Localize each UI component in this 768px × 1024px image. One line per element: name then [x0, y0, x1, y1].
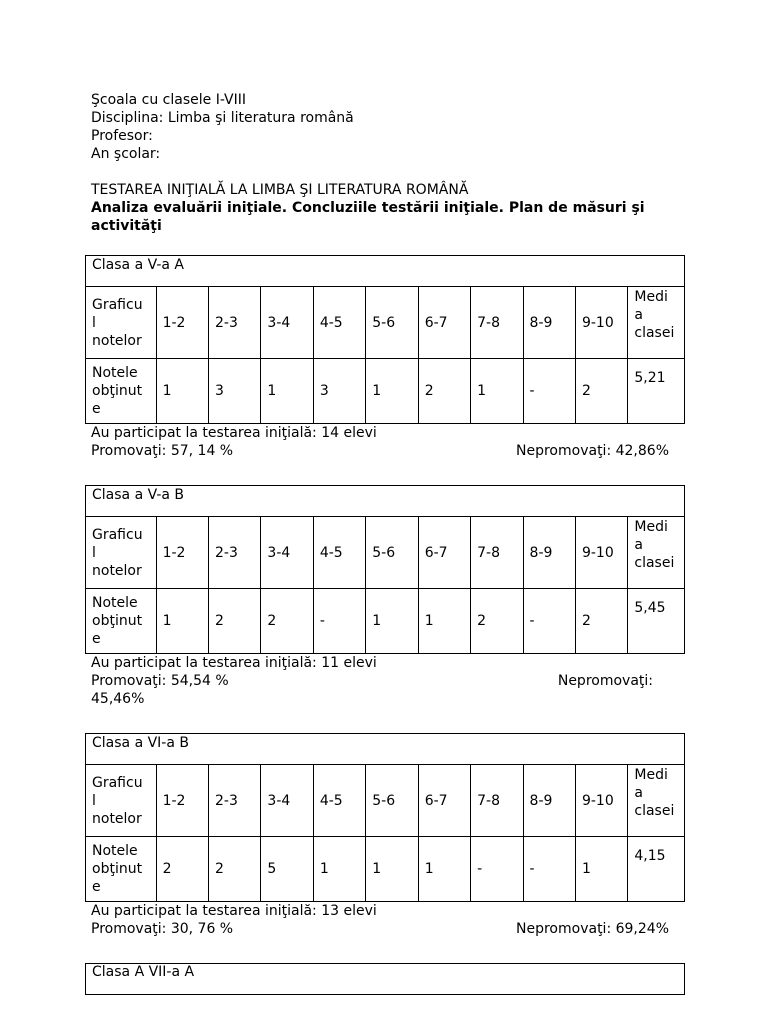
grade-count-cell: -	[523, 359, 575, 424]
promoted-text: Promovaţi: 54,54 %	[91, 673, 229, 689]
grade-range-header: 3-4	[261, 765, 313, 837]
label-line: notelor	[92, 810, 142, 827]
promotion-line	[91, 920, 685, 938]
grade-count-cell: 1	[156, 589, 208, 654]
grade-count-cell: 2	[575, 359, 627, 424]
grade-range-header: 2-3	[209, 765, 261, 837]
label-line: Graficu	[92, 296, 143, 313]
class-block	[85, 485, 685, 708]
grade-range-header: 2-3	[209, 517, 261, 589]
label-line: l	[92, 314, 96, 331]
grade-count-cell: 3	[313, 359, 365, 424]
grade-range-header: 6-7	[418, 287, 470, 359]
grade-range-header: 1-2	[156, 765, 208, 837]
discipline-line: Disciplina: Limba şi literatura română	[91, 110, 354, 126]
class-mean-value: 4,15	[628, 837, 685, 902]
grade-range-header: 4-5	[313, 517, 365, 589]
grades-table	[85, 255, 685, 424]
promotion-line	[91, 672, 685, 690]
grade-range-header: 9-10	[575, 765, 627, 837]
grade-count-cell: 2	[209, 589, 261, 654]
grade-range-header: 7-8	[471, 287, 523, 359]
results-summary	[85, 424, 685, 460]
grade-range-header: 6-7	[418, 517, 470, 589]
participants-line: Au participat la testarea iniţială: 11 elevi	[91, 655, 377, 671]
grade-range-header: 3-4	[261, 517, 313, 589]
grade-range-header: 6-7	[418, 765, 470, 837]
label-line: clasei	[634, 555, 675, 571]
label-line: Medi	[634, 519, 668, 535]
grade-range-header: 1-2	[156, 517, 208, 589]
class-caption: Clasa a V-a A	[86, 256, 685, 287]
grade-count-cell: -	[523, 837, 575, 902]
participants-line: Au participat la testarea iniţială: 13 elevi	[91, 903, 377, 919]
label-line: Medi	[634, 289, 668, 305]
class-block	[85, 733, 685, 938]
class-mean-value: 5,21	[628, 359, 685, 424]
grade-range-header: 8-9	[523, 765, 575, 837]
document-header	[91, 91, 354, 163]
grade-count-cell: -	[523, 589, 575, 654]
grade-range-header: 3-4	[261, 287, 313, 359]
grade-count-cell: 1	[366, 359, 418, 424]
row-label-grading	[86, 287, 157, 359]
label-line: obţinut	[92, 383, 143, 399]
label-line: e	[92, 401, 101, 417]
label-line: l	[92, 792, 96, 809]
grade-count-cell: -	[313, 589, 365, 654]
not-promoted-value: 45,46%	[91, 691, 145, 707]
not-promoted-text: Nepromovaţi: 42,86%	[516, 443, 669, 459]
title-main: TESTAREA INIŢIALĂ LA LIMBA ŞI LITERATURA ROMÂNĂ	[91, 182, 469, 198]
class-caption: Clasa a VI-a B	[86, 734, 685, 765]
teacher-line: Profesor:	[91, 128, 153, 144]
label-line: obţinut	[92, 613, 143, 629]
class-mean-header	[628, 765, 685, 837]
grades-table	[85, 485, 685, 654]
row-label-grading	[86, 765, 157, 837]
label-line: Notele	[92, 365, 138, 381]
grade-range-header: 8-9	[523, 517, 575, 589]
grade-count-cell: 1	[418, 837, 470, 902]
grade-count-cell: 1	[575, 837, 627, 902]
grade-count-cell: 1	[313, 837, 365, 902]
label-line: a	[634, 537, 643, 553]
school-name: Şcoala cu clasele I-VIII	[91, 92, 247, 108]
not-promoted-text: Nepromovaţi:	[557, 673, 653, 689]
label-line: Graficu	[92, 526, 143, 543]
label-line: Medi	[634, 767, 668, 783]
row-label-grading	[86, 517, 157, 589]
grade-range-header: 7-8	[471, 517, 523, 589]
promotion-line	[91, 442, 685, 460]
grade-count-cell: 2	[418, 359, 470, 424]
promoted-text: Promovaţi: 57, 14 %	[91, 443, 234, 459]
grade-count-cell: 1	[471, 359, 523, 424]
row-label-grades-obtained	[86, 589, 157, 654]
grade-count-cell: 1	[261, 359, 313, 424]
row-label-grades-obtained	[86, 837, 157, 902]
class-mean-value: 5,45	[628, 589, 685, 654]
participants-line: Au participat la testarea iniţială: 14 elevi	[91, 425, 377, 441]
grade-range-header: 9-10	[575, 517, 627, 589]
title-sub: Analiza evaluării iniţiale. Concluziile testării iniţiale. Plan de măsuri şi activităţi	[91, 200, 645, 234]
grade-count-cell: 3	[209, 359, 261, 424]
grade-count-cell: 2	[471, 589, 523, 654]
results-summary	[85, 902, 685, 938]
grade-count-cell: -	[471, 837, 523, 902]
grade-range-header: 7-8	[471, 765, 523, 837]
grade-count-cell: 1	[418, 589, 470, 654]
label-line: Notele	[92, 843, 138, 859]
results-summary	[85, 654, 685, 708]
grade-count-cell: 1	[156, 359, 208, 424]
document-title	[91, 181, 691, 235]
grade-count-cell: 2	[156, 837, 208, 902]
grade-count-cell: 1	[366, 837, 418, 902]
grade-range-header: 2-3	[209, 287, 261, 359]
row-label-grades-obtained	[86, 359, 157, 424]
label-line: clasei	[634, 803, 675, 819]
grade-range-header: 9-10	[575, 287, 627, 359]
promoted-text: Promovaţi: 30, 76 %	[91, 921, 234, 937]
grade-count-cell: 2	[261, 589, 313, 654]
not-promoted-text: Nepromovaţi: 69,24%	[516, 921, 669, 937]
school-year-line: An şcolar:	[91, 146, 161, 162]
grade-range-header: 5-6	[366, 287, 418, 359]
grade-count-cell: 1	[366, 589, 418, 654]
label-line: e	[92, 631, 101, 647]
label-line: e	[92, 879, 101, 895]
label-line: notelor	[92, 332, 142, 349]
class-table-caption-last	[85, 963, 685, 995]
grade-range-header: 5-6	[366, 517, 418, 589]
grade-range-header: 4-5	[313, 765, 365, 837]
grade-count-cell: 2	[209, 837, 261, 902]
class-block	[85, 255, 685, 460]
label-line: obţinut	[92, 861, 143, 877]
class-caption: Clasa a V-a B	[86, 486, 685, 517]
class-caption: Clasa A VII-a A	[92, 964, 195, 980]
class-mean-header	[628, 287, 685, 359]
class-mean-header	[628, 517, 685, 589]
label-line: l	[92, 544, 96, 561]
label-line: a	[634, 785, 643, 801]
label-line: a	[634, 307, 643, 323]
grade-range-header: 4-5	[313, 287, 365, 359]
grade-count-cell: 2	[575, 589, 627, 654]
grade-range-header: 5-6	[366, 765, 418, 837]
grades-table	[85, 733, 685, 902]
grade-range-header: 1-2	[156, 287, 208, 359]
label-line: clasei	[634, 325, 675, 341]
grade-count-cell: 5	[261, 837, 313, 902]
grade-range-header: 8-9	[523, 287, 575, 359]
label-line: Graficu	[92, 774, 143, 791]
label-line: notelor	[92, 562, 142, 579]
label-line: Notele	[92, 595, 138, 611]
